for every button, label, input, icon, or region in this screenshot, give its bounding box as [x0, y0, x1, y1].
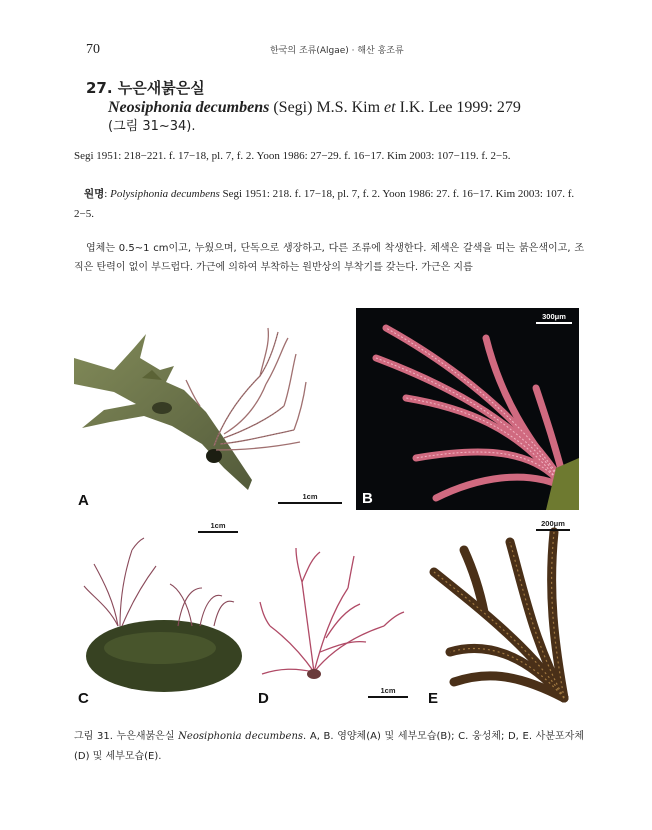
page-header: [86, 42, 580, 58]
panel-label-e: E: [428, 690, 439, 707]
scale-label-d: 1cm: [380, 686, 396, 695]
caption-suffix: . A, B. 영양체(A) 및 세부모습(B); C. 웅성체; D, E. 사분포자체(D) 및 세부모습(E).: [74, 731, 584, 762]
scale-label-c: 1cm: [210, 521, 226, 530]
author-suffix: I.K. Lee 1999: 279: [395, 99, 521, 116]
synonym-separator: :: [104, 188, 111, 200]
author-et: et: [384, 99, 396, 116]
page-number: 70: [86, 42, 100, 57]
synonym-name: Polysiphonia decumbens: [110, 188, 220, 200]
scale-bar-d: [368, 686, 408, 698]
figure-panel-a: [74, 318, 346, 514]
panel-d-illustration: [256, 522, 406, 708]
synonym-citation: Segi 1951: 218. f. 17−18, pl. 7, f. 2. Yoon 1986: 27. f. 16−17. Kim 2003: 107. f. 2−5.: [74, 188, 575, 220]
panel-label-b: B: [362, 490, 373, 507]
species-title: [86, 78, 576, 136]
figure-panel-b: [356, 308, 579, 510]
description-paragraph: [74, 239, 584, 277]
figure-reference: (그림 31~34).: [108, 119, 196, 134]
figure-panel-e: [414, 522, 579, 708]
figure-caption: [74, 727, 584, 767]
scale-label-b: 300μm: [542, 312, 566, 321]
scale-bar-c: [198, 521, 238, 533]
panel-a-illustration: [74, 318, 346, 514]
scale-bar-a: [278, 492, 342, 504]
caption-prefix: 그림 31. 누은새붉은실: [74, 731, 179, 742]
species-korean-name: 27. 누은새붉은실: [86, 79, 205, 97]
panel-e-illustration: [414, 522, 579, 708]
figure-panel-c: [74, 522, 252, 708]
panel-label-a: A: [78, 492, 89, 509]
scale-bar-b: [536, 312, 572, 324]
caption-scientific-name: Neosiphonia decumbens: [178, 731, 304, 742]
scale-bar-e: [536, 519, 570, 531]
synonym-label: 원명: [84, 188, 105, 200]
species-scientific-line: [86, 98, 576, 117]
scientific-name: Neosiphonia decumbens: [108, 99, 270, 116]
panel-label-d: D: [258, 690, 269, 707]
panel-b-illustration: [356, 308, 579, 510]
synonym-paragraph: [74, 184, 584, 224]
description-text: 엽체는 0.5~1 cm이고, 누웠으며, 단독으로 생장하고, 다른 조류에 착생한다. 체색은 갈색을 띠는 붉은색이고, 조직은 탄력이 없이 부드럽다. 가근에 의하여 부착하는 원반상의 부착기를 갖는다. 가근은 지름: [74, 243, 584, 273]
author-prefix: (Segi) M.S. Kim: [273, 99, 385, 116]
scale-label-e: 200μm: [541, 519, 565, 528]
panel-c-illustration: [74, 522, 252, 708]
panel-label-c: C: [78, 690, 89, 707]
running-head: 한국의 조류(Algae) · 해산 홍조류: [270, 46, 404, 56]
figure-panel-d: [256, 522, 406, 708]
scale-label-a: 1cm: [302, 492, 318, 501]
literature-references: Segi 1951: 218−221. f. 17−18, pl. 7, f. 2. Yoon 1986: 27−29. f. 16−17. Kim 2003: 107−119. f. 2−5.: [74, 150, 511, 162]
